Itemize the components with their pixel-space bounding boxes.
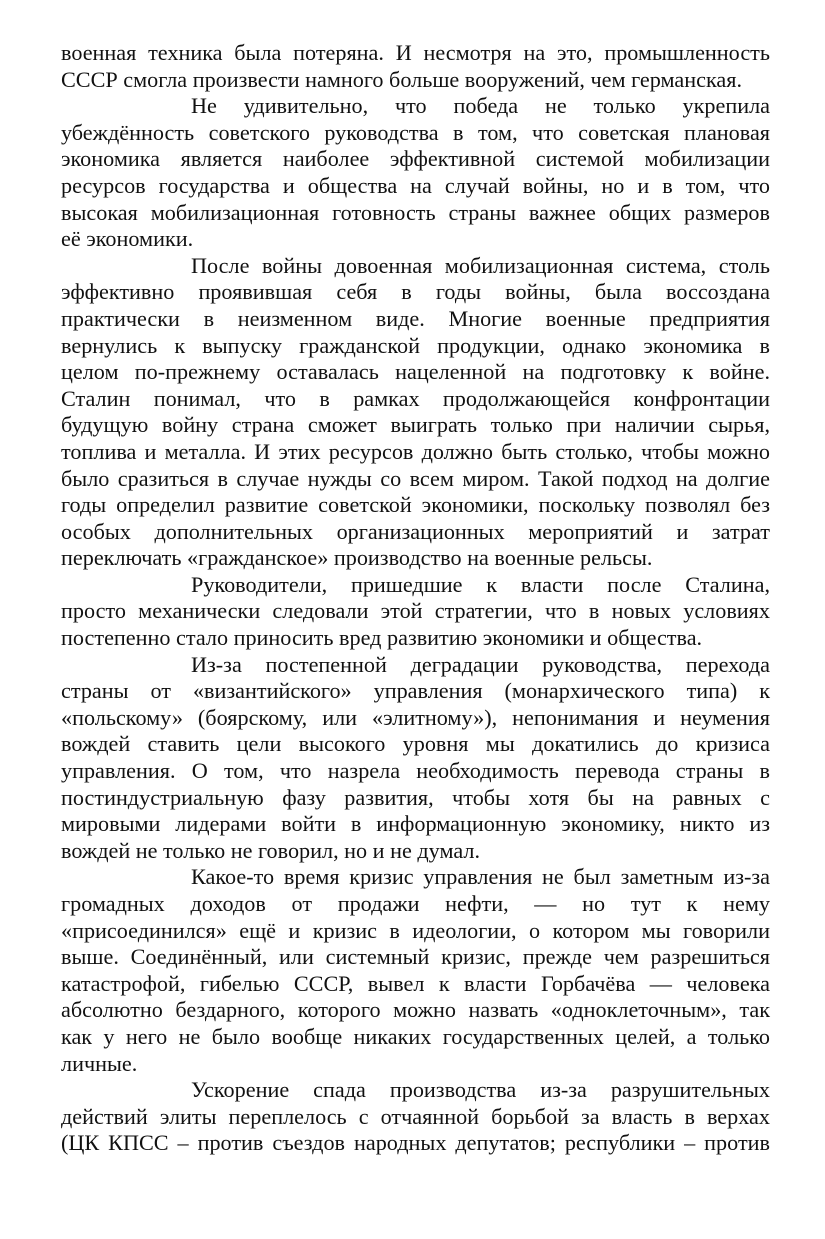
text-line: вождей ставить цели высокого уровня мы докатились до кризиса <box>61 731 770 757</box>
text-line: СССР смогла произвести намного больше вооружений, чем германская. <box>61 66 743 92</box>
text-line: личные. <box>61 1050 138 1076</box>
paragraph-5 <box>61 652 770 865</box>
text-line: экономика является наиболее эффективной системой мобилизации <box>61 146 770 172</box>
text-line: Сталин понимал, что в рамках продолжающейся конфронтации <box>61 385 770 411</box>
text-line: «присоединился» ещё и кризис в идеологии, о котором мы говорили <box>61 917 770 943</box>
paragraph-7 <box>61 1077 770 1157</box>
text-line: «польскому» (боярскому, или «элитному»), непонимания и неумения <box>61 704 770 730</box>
text-line: управления. О том, что назрела необходимость перевода страны в <box>61 758 770 784</box>
paragraph-4 <box>61 572 770 652</box>
text-line: просто механически следовали этой стратегии, что в новых условиях <box>61 598 770 624</box>
text-line: мировыми лидерами войти в информационную экономику, никто из <box>61 811 770 837</box>
text-line: вождей не только не говорил, но и не думал. <box>61 837 481 863</box>
text-line: вернулись к выпуску гражданской продукции, однако экономика в <box>61 332 770 358</box>
text-line: будущую войну страна сможет выиграть только при наличии сырья, <box>61 412 770 438</box>
text-line: Руководители, пришедшие к власти после Сталина, <box>191 571 770 597</box>
text-line: катастрофой, гибелью СССР, вывел к власти Горбачёва — человека <box>61 970 770 996</box>
text-line: Из-за постепенной деградации руководства, перехода <box>191 651 770 677</box>
text-line: Не удивительно, что победа не только укрепила <box>191 93 770 119</box>
text-line: особых дополнительных организационных мероприятий и затрат <box>61 518 770 544</box>
text-line: Какое-то время кризис управления не был заметным из-за <box>191 864 770 890</box>
text-line: Ускорение спада производства из-за разрушительных <box>191 1077 770 1103</box>
text-line: военная техника была потеряна. И несмотря на это, промышленность <box>61 40 770 65</box>
text-line: громадных доходов от продажи нефти, — но тут к нему <box>61 891 770 916</box>
text-line: было сразиться в случае нужды со всем миром. Такой подход на долгие <box>61 465 770 491</box>
text-line: страны от «византийского» управления (монархического типа) к <box>61 678 770 704</box>
text-line: переключать «гражданское» производство на военные рельсы. <box>61 545 653 571</box>
text-line: её экономики. <box>61 226 194 252</box>
text-line: эффективно проявившая себя в годы войны, была воссоздана <box>61 279 770 305</box>
text-line: После войны довоенная мобилизационная система, столь <box>191 252 770 278</box>
text-line: абсолютно бездарного, которого можно назвать «одноклеточным», так <box>61 997 770 1023</box>
text-line: выше. Соединённый, или системный кризис, прежде чем разрешиться <box>61 944 770 970</box>
text-line: как у него не было вообще никаких государственных целей, а только <box>61 1023 770 1049</box>
text-line: целом по-прежнему оставалась нацеленной на подготовку к войне. <box>61 359 770 385</box>
document-page <box>61 40 770 1157</box>
text-line: действий элиты переплелось с отчаянной борьбой за власть в верхах <box>61 1103 770 1129</box>
paragraph-1 <box>61 40 770 93</box>
text-line: высокая мобилизационная готовность страны важнее общих размеров <box>61 199 770 225</box>
text-line: топлива и металла. И этих ресурсов должно быть столько, чтобы можно <box>61 438 770 464</box>
text-line: (ЦК КПСС – против съездов народных депутатов; республики – против <box>61 1130 770 1156</box>
text-line: постиндустриальную фазу развития, чтобы хотя бы на равных с <box>61 784 770 810</box>
paragraph-3 <box>61 253 770 572</box>
paragraph-6 <box>61 864 770 1077</box>
text-line: убеждённость советского руководства в том, что советская плановая <box>61 119 770 145</box>
text-line: годы определил развитие советской экономики, поскольку позволял без <box>61 492 770 518</box>
text-line: практически в неизменном виде. Многие военные предприятия <box>61 305 770 331</box>
text-line: ресурсов государства и общества на случай войны, но и в том, что <box>61 172 770 198</box>
paragraph-2 <box>61 93 770 253</box>
text-line: постепенно стало приносить вред развитию экономики и общества. <box>61 625 703 651</box>
